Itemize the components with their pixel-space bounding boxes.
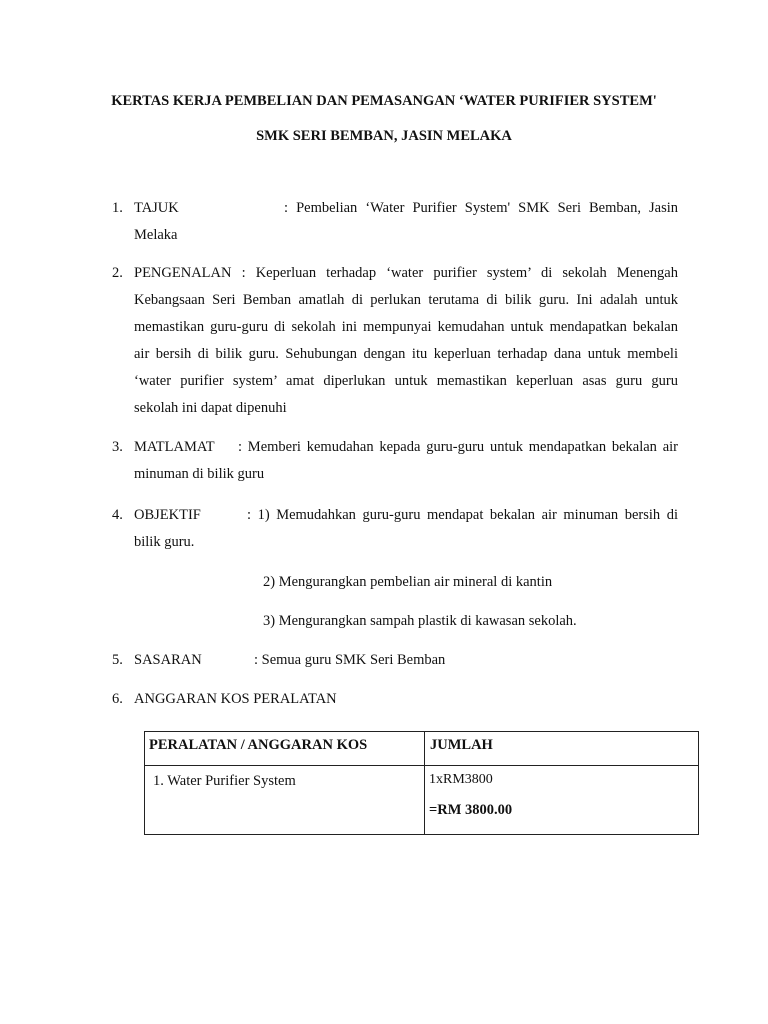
section-number: 4. <box>112 507 123 523</box>
sasaran-label: SASARAN <box>134 652 202 668</box>
section-pengenalan <box>112 260 678 422</box>
matlamat-line-1 <box>134 434 678 461</box>
pengenalan-line: sekolah ini dapat dipenuhi <box>134 400 287 416</box>
tajuk-label: TAJUK <box>134 200 179 216</box>
table-header-peralatan: PERALATAN / ANGGARAN KOS <box>145 732 425 766</box>
objektif-label: OBJEKTIF <box>134 507 201 523</box>
matlamat-label: MATLAMAT <box>134 439 215 455</box>
pengenalan-line: Kebangsaan Seri Bemban amatlah di perlukan terutama di bilik guru. Ini adalah untuk <box>134 292 678 308</box>
section-number: 6. <box>112 691 123 707</box>
objektif-line-2: bilik guru. <box>134 534 195 550</box>
pengenalan-line: PENGENALAN : Keperluan terhadap ‘water purifier system’ di sekolah Menengah <box>134 265 678 281</box>
table-cell-amount <box>425 766 699 835</box>
section-number: 3. <box>112 439 123 455</box>
tajuk-line-2: Melaka <box>134 227 178 243</box>
section-number: 5. <box>112 652 123 668</box>
matlamat-text: : Memberi kemudahan kepada guru-guru untuk mendapatkan bekalan air <box>238 439 678 455</box>
section-sasaran <box>112 647 678 674</box>
section-number: 1. <box>112 200 123 216</box>
section-objektif <box>112 502 678 556</box>
item-name: 1. Water Purifier System <box>153 773 296 789</box>
table-header-jumlah: JUMLAH <box>425 732 699 766</box>
section-number: 2. <box>112 265 123 281</box>
pengenalan-line: air bersih di bilik guru. Sehubungan dengan itu keperluan terhadap dana untuk membeli <box>134 346 678 362</box>
section-tajuk <box>112 195 678 249</box>
table-header-row <box>145 732 699 766</box>
cost-table <box>144 731 699 835</box>
objektif-line-1 <box>134 502 678 529</box>
sasaran-text: : Semua guru SMK Seri Bemban <box>254 652 446 668</box>
objektif-sub-item: 3) Mengurangkan sampah plastik di kawasan sekolah. <box>263 613 577 629</box>
section-matlamat <box>112 434 678 488</box>
table-row <box>145 766 699 835</box>
tajuk-line-1 <box>134 195 678 222</box>
table-cell-item <box>145 766 425 835</box>
pengenalan-line: ‘water purifier system’ amat diperlukan untuk memastikan keperluan asas guru guru <box>134 373 678 389</box>
sasaran-line <box>134 647 678 674</box>
matlamat-line-2: minuman di bilik guru <box>134 466 265 482</box>
anggaran-heading: ANGGARAN KOS PERALATAN <box>134 691 337 707</box>
tajuk-text: : Pembelian ‘Water Purifier System' SMK Seri Bemban, Jasin <box>284 200 678 216</box>
document-subtitle: SMK SERI BEMBAN, JASIN MELAKA <box>256 128 512 144</box>
document-title: KERTAS KERJA PEMBELIAN DAN PEMASANGAN ‘WATER PURIFIER SYSTEM' <box>111 93 657 109</box>
item-total: =RM 3800.00 <box>429 802 513 818</box>
objektif-text: : 1) Memudahkan guru-guru mendapat bekalan air minuman bersih di <box>247 507 678 523</box>
section-anggaran <box>112 686 678 713</box>
item-quantity: 1xRM3800 <box>429 772 493 787</box>
pengenalan-line: memastikan guru-guru di sekolah ini mempunyai kemudahan untuk mendapatkan bekalan <box>134 319 678 335</box>
objektif-sub-item: 2) Mengurangkan pembelian air mineral di kantin <box>263 574 553 590</box>
